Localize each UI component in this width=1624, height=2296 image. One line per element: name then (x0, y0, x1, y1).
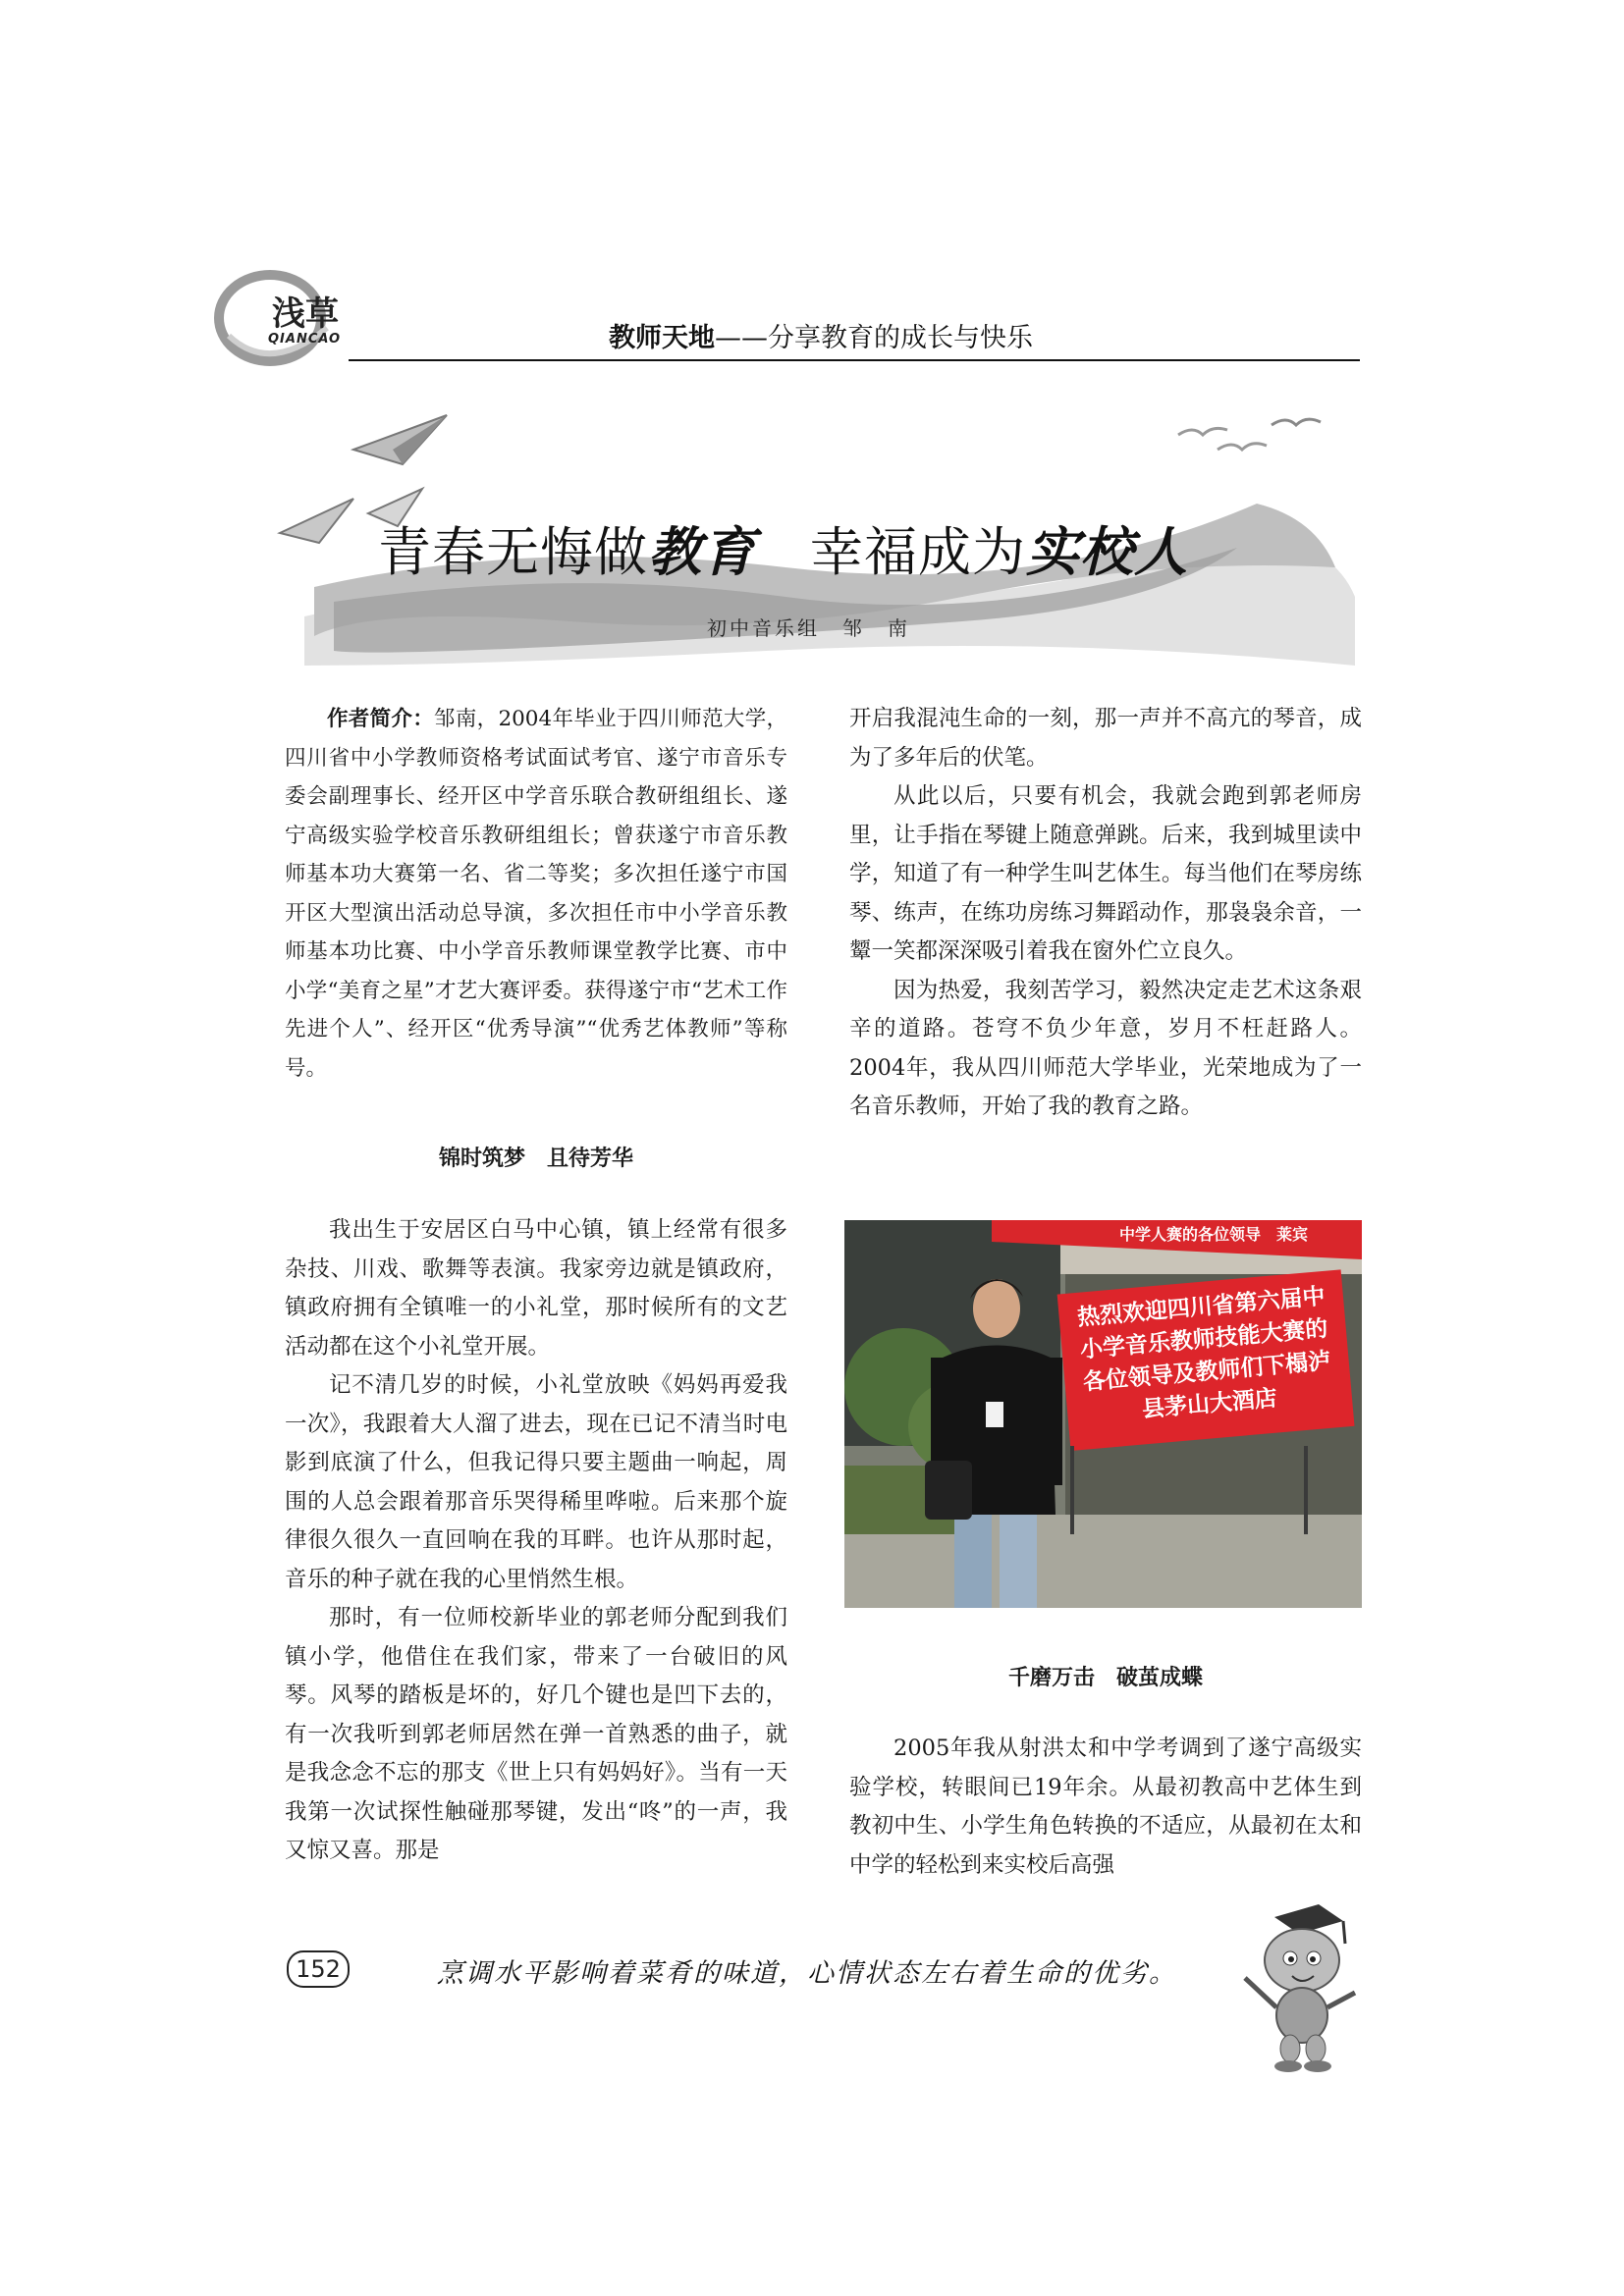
logo-subtext: QIANCAO (268, 332, 342, 347)
welcome-banner-text: 热烈欢迎四川省第六届中小学音乐教师技能大赛的各位领导及教师们下榻泸县茅山大酒店 (1076, 1283, 1332, 1423)
title-part1-calligraphy: 教育 (648, 521, 756, 583)
column-name: 教师天地 (609, 323, 715, 353)
paragraph: 从此以后，只要有机会，我就会跑到郭老师房里，让手指在琴键上随意弹跳。后来，我到城里读中学，知道了有一种学生叫艺体生。每当他们在琴房练琴、练声，在练功房练习舞蹈动作，那袅袅余音，一颦一笑都深深吸引着我在窗外伫立良久。 (849, 783, 1362, 964)
author-byline: 初中音乐组 邹 南 (707, 616, 910, 640)
welcome-banner (1057, 1269, 1355, 1451)
running-header (609, 316, 1033, 354)
paragraph: 记不清几岁的时候，小礼堂放映《妈妈再爱我一次》，我跟着大人溜了进去，现在已记不清当时电影到底演了什么，但我记得只要主题曲一响起，周围的人总会跟着那音乐哭得稀里哗啦。后来那个旋律很久很久一直回响在我的耳畔。也许从那时起，音乐的种子就在我的心里悄然生根。 (285, 1372, 787, 1592)
article-photo (844, 1220, 1362, 1608)
bio-label: 作者简介： (327, 707, 435, 731)
title-part2-calligraphy: 实校人 (1026, 521, 1188, 583)
paragraph: 2005年我从射洪太和中学考调到了遂宁高级实验学校，转眼间已19年余。从最初教高中艺体生到教初中生、小学生角色转换的不适应，从最初在太和中学的轻松到来实校后高强 (849, 1735, 1362, 1878)
right-column-body (849, 700, 1362, 1127)
mascot-icon (1225, 1899, 1363, 2076)
left-column-body (285, 1211, 787, 1871)
article-title (378, 510, 1188, 586)
header-dash: —— (715, 323, 768, 353)
bird-icon (1178, 428, 1227, 435)
section-heading: 锦时筑梦 且待芳华 (438, 1147, 633, 1171)
header-rule (349, 359, 1360, 361)
section-heading: 千磨万击 破茧成蝶 (1007, 1666, 1203, 1690)
paper-plane-icon (353, 415, 447, 464)
right-column-body-continued (849, 1730, 1362, 1885)
footer-quote: 烹调水平影响着菜肴的味道，心情状态左右着生命的优劣。 (437, 1958, 1177, 1989)
paper-plane-icon (280, 499, 353, 543)
paragraph: 我出生于安居区白马中心镇，镇上经常有很多杂技、川戏、歌舞等表演。我家旁边就是镇政府，镇政府拥有全镇唯一的小礼堂，那时候所有的文艺活动都在这个小礼堂开展。 (285, 1217, 787, 1360)
magazine-logo (211, 267, 373, 370)
logo-text: 浅草 (272, 294, 339, 334)
page-number: 152 (287, 1950, 350, 1988)
bird-icon (1218, 444, 1267, 450)
paragraph: 开启我混沌生命的一刻，那一声并不高亢的琴音，成为了多年后的伏笔。 (849, 706, 1362, 771)
title-part2: 幸福成为 (810, 521, 1026, 583)
bird-icon (1272, 419, 1321, 425)
author-bio (285, 700, 787, 1088)
bio-text: 邹南，2004年毕业于四川师范大学，四川省中小学教师资格考试面试考官、遂宁市音乐专委会副理事长、经开区中学音乐联合教研组组长、遂宁高级实验学校音乐教研组组长；曾获遂宁市音乐教师基本功大赛第一名、省二等奖；多次担任遂宁市国开区大型演出活动总导演，多次担任市中小学音乐教师基本功比赛、中小学音乐教师课堂教学比赛、市中小学“美育之星”才艺大赛评委。获得遂宁市“艺术工作先进个人”、经开区“优秀导演”“优秀艺体教师”等称号。 (285, 707, 787, 1081)
paragraph: 那时，有一位师校新毕业的郭老师分配到我们镇小学，他借住在我们家，带来了一台破旧的风琴。风琴的踏板是坏的，好几个键也是凹下去的，有一次我听到郭老师居然在弹一首熟悉的曲子，就是我念念不忘的那支《世上只有妈妈好》。当有一天我第一次试探性触碰那琴键，发出“咚”的一声，我又惊又喜。那是 (285, 1605, 787, 1863)
paragraph: 因为热爱，我刻苦学习，毅然决定走艺术这条艰辛的道路。苍穹不负少年意，岁月不枉赶路人。2004年，我从四川师范大学毕业，光荣地成为了一名音乐教师，开始了我的教育之路。 (849, 977, 1362, 1119)
top-banner-text: 中学人赛的各位领导 莱宾 (1119, 1225, 1309, 1244)
column-slogan: 分享教育的成长与快乐 (768, 323, 1033, 353)
title-part1: 青春无悔做 (378, 521, 648, 583)
